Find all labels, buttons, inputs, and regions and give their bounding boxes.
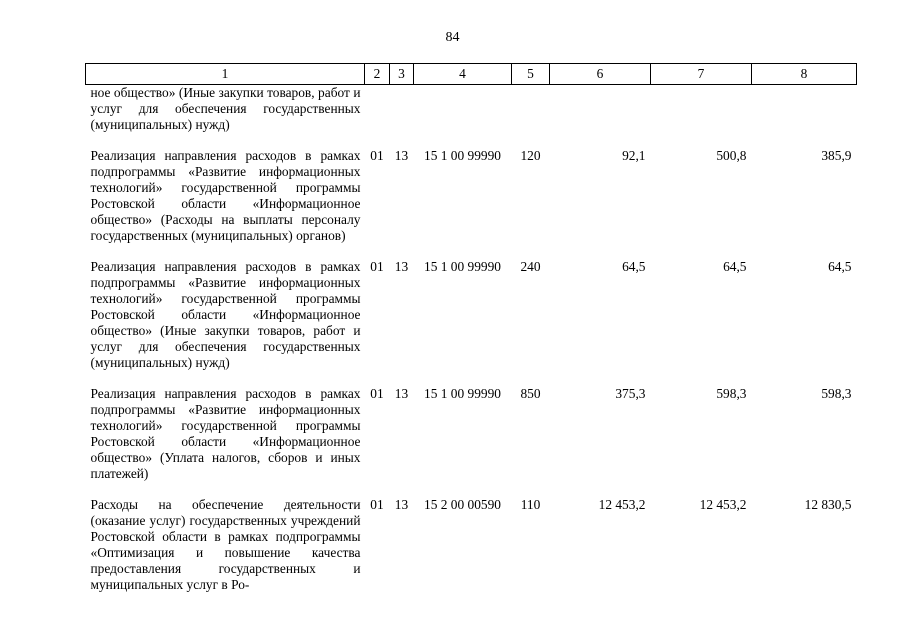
cell-amount-col8: 12 830,5: [804, 497, 852, 512]
column-header-7: 7: [651, 64, 752, 85]
cell-subsection: 13: [394, 497, 409, 512]
table-row: [86, 386, 857, 482]
cell-target-article: 15 1 00 99990: [424, 386, 501, 401]
cell-amount-col7: 12 453,2: [699, 497, 747, 512]
column-header-1: 1: [86, 64, 365, 85]
column-header-5: 5: [512, 64, 550, 85]
cell-expense-type: 110: [520, 497, 541, 512]
cell-amount-col8: 385,9: [821, 148, 852, 163]
cell-target-article: 15 1 00 99990: [424, 259, 501, 274]
cell-subsection: 13: [394, 259, 409, 274]
table-header-row: [86, 64, 857, 85]
cell-target-article: 15 2 00 00590: [424, 497, 501, 512]
cell-target-article: 15 1 00 99990: [424, 148, 501, 163]
cell-amount-col7: 64,5: [723, 259, 747, 274]
row-description: ное общество» (Иные закупки товаров, работ и услуг для обеспечения государственных (муниципальных) нужд): [90, 85, 361, 132]
row-description: Расходы на обеспечение деятельности (оказание услуг) государственных учреждений Ростовской области в рамках подпрограммы «Оптимизация и повышение качества предоставления государственных и муниципальных услуг в Ро-: [90, 497, 361, 592]
cell-amount-col6: 64,5: [622, 259, 646, 274]
row-description: Реализация направления расходов в рамках подпрограммы «Развитие информационных технологий» государственной программы Ростовской области «Информационное общество» (Расходы на выплаты персоналу государственных (муниципальных) органов): [90, 148, 361, 243]
cell-amount-col8: 598,3: [821, 386, 852, 401]
cell-subsection: [390, 85, 414, 134]
table-row: [86, 148, 857, 244]
column-header-3: 3: [390, 64, 414, 85]
cell-amount-col6: [550, 85, 651, 134]
cell-amount-col7: 598,3: [716, 386, 747, 401]
column-header-2: 2: [365, 64, 390, 85]
cell-expense-type: 240: [520, 259, 541, 274]
table-row: [86, 85, 857, 134]
cell-expense-type: [512, 85, 550, 134]
cell-amount-col7: [651, 85, 752, 134]
cell-section: 01: [370, 148, 384, 163]
cell-target-article: [414, 85, 512, 134]
cell-expense-type: 120: [520, 148, 541, 163]
column-header-8: 8: [752, 64, 857, 85]
cell-amount-col8: 64,5: [828, 259, 852, 274]
table-row: [86, 497, 857, 593]
cell-amount-col6: 92,1: [622, 148, 646, 163]
row-description: Реализация направления расходов в рамках подпрограммы «Развитие информационных технологий» государственной программы Ростовской области «Информационное общество» (Уплата налогов, сборов и иных платежей): [90, 386, 361, 481]
cell-amount-col6: 12 453,2: [598, 497, 646, 512]
cell-amount-col8: [752, 85, 857, 134]
column-header-6: 6: [550, 64, 651, 85]
row-description: Реализация направления расходов в рамках подпрограммы «Развитие информационных технологий» государственной программы Ростовской области «Информационное общество» (Иные закупки товаров, работ и услуг для обеспечения государственных (муниципальных) нужд): [90, 259, 361, 370]
cell-section: 01: [370, 497, 384, 512]
cell-expense-type: 850: [520, 386, 541, 401]
table-row: [86, 259, 857, 371]
cell-amount-col7: 500,8: [716, 148, 747, 163]
column-header-4: 4: [414, 64, 512, 85]
cell-section: 01: [370, 386, 384, 401]
cell-subsection: 13: [394, 386, 409, 401]
cell-amount-col6: 375,3: [615, 386, 646, 401]
cell-section: [365, 85, 390, 134]
page-number: 84: [445, 30, 460, 45]
cell-subsection: 13: [394, 148, 409, 163]
cell-section: 01: [370, 259, 384, 274]
budget-table: [85, 63, 857, 593]
